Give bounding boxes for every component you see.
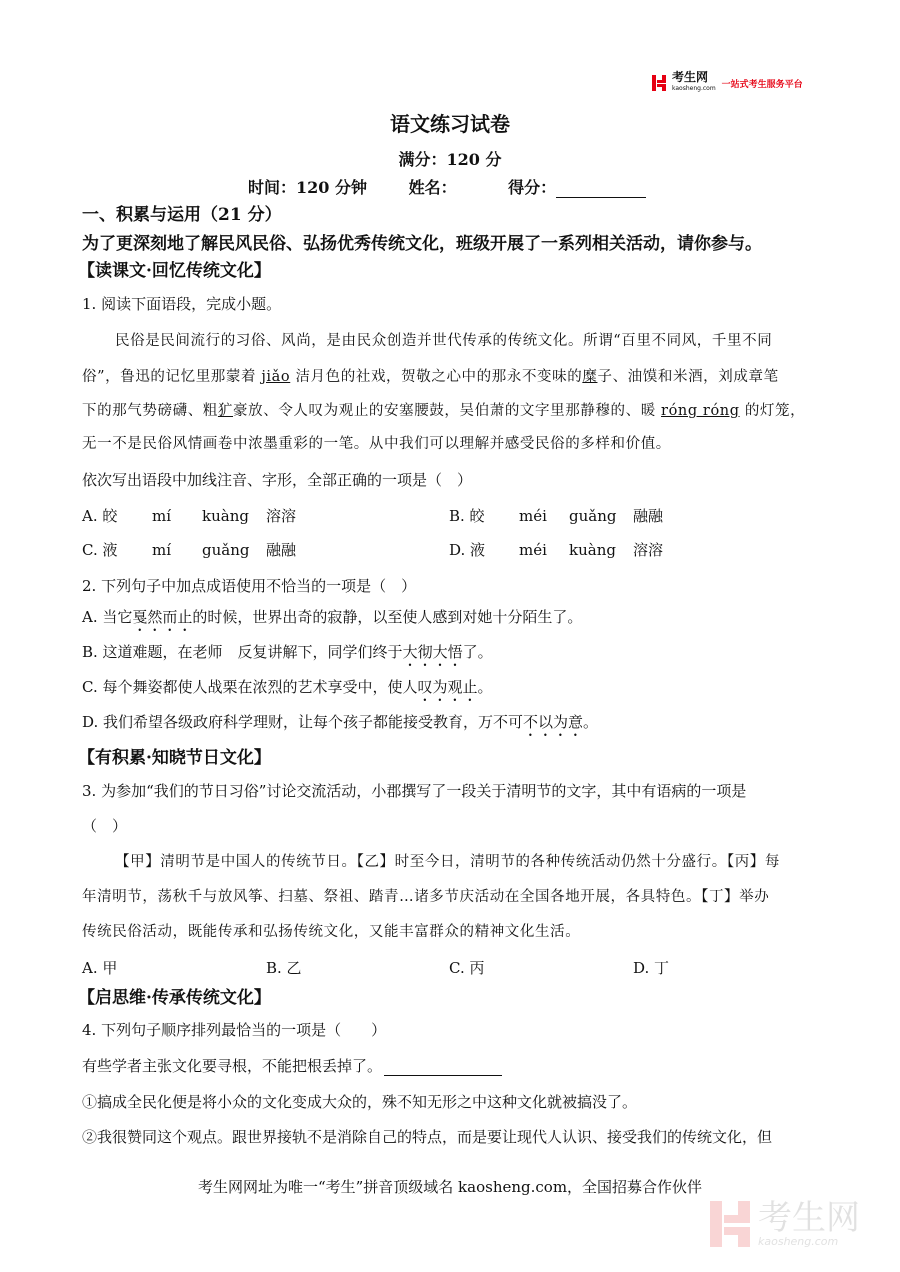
q1-option-row: A. 皎 mí kuàng 溶溶 B. 皎 méi guǎng 融融 [82,507,664,525]
q1-option-row: C. 液 mí guǎng 融融 D. 液 méi kuàng 溶溶 [82,541,664,559]
underlined-char: 糜 [582,369,598,385]
option-c[interactable]: C. 丙 [449,959,485,977]
option-d[interactable]: D. 液 [449,541,486,559]
option-a[interactable]: A. 皎 [82,507,118,525]
q2-option-b[interactable]: B. 这道难题，在老师 反复讲解下，同学们终于大彻大悟了。 [82,643,493,661]
q1-stem: 1. 阅读下面语段，完成小题。 [82,295,282,313]
dotted-idiom: 叹为观止 [417,678,478,696]
q3-stem: 3. 为参加“我们的节日习俗”讨论交流活动，小郡撰写了一段关于清明节的文字，其中有语病的一项是 [82,782,747,800]
grade-blank[interactable] [556,197,646,198]
q4-stem: 4. 下列句子顺序排列最恰当的一项是（ ） [82,1021,387,1039]
q3-options [82,958,882,978]
q4-lead: 有些学者主张文化要寻根，不能把根丢掉了。 [82,1056,502,1076]
option-b[interactable]: B. 皎 [449,507,485,525]
answer-blank[interactable] [384,1075,502,1076]
kaosheng-logo [652,72,803,94]
q3-para-line: 传统民俗活动，既能传承和弘扬传统文化，又能丰富群众的精神文化生活。 [82,924,581,940]
q1-para-line: 下的那气势磅礴、粗犷豪放、令人叹为观止的安塞腰鼓，吴伯萧的文字里那静穆的、暖 róng róng 的灯笼， [82,403,806,419]
slogan: 一站式考生服务平台 [721,79,803,90]
option-c[interactable]: C. 液 [82,541,118,559]
name-label: 姓名： [408,178,457,197]
option-a[interactable]: A. 甲 [82,959,118,977]
q1-para-line: 民俗是民间流行的习俗、风尚，是由民众创造并世代传承的传统文化。所谓“百里不同风，千里不同 [115,333,773,349]
section-heading: 一、积累与运用（21 分） [82,205,282,225]
underlined-char: 犷 [217,403,234,419]
grade-label: 得分： [508,178,557,197]
dotted-idiom: 戛然而止 [132,608,193,626]
footer-text: 考生网网址为唯一“考生”拼音顶级域名 kaosheng.com，全国招募合作伙伴 [197,1178,703,1196]
q2-option-a[interactable]: A. 当它戛然而止的时候，世界出奇的寂静，以至使人感到对她十分陌生了。 [82,608,583,626]
part-heading: 【读课文·回忆传统文化】 [78,261,271,281]
q3-para-line: 年清明节，荡秋千与放风筝、扫墓、祭祖、踏青…诸多节庆活动在全国各地开展，各具特色。【丁】举办 [82,889,770,905]
info-line [248,178,646,198]
q4-sentence-2: ②我很赞同这个观点。跟世界接轨不是消除自己的特点，而是要让现代人认识、接受我们的传统文化，但 [82,1128,773,1146]
logo-sub: kaosheng.com [672,85,716,92]
full-score: 满分：120 分 [398,150,502,169]
part-heading: 【有积累·知晓节日文化】 [78,748,271,768]
logo-text: 考生网 [672,70,709,84]
q1-para-line: 俗”，鲁迅的记忆里那蒙着 jiǎo 洁月色的社戏，贺敬之心中的那永不变味的糜子、油馍和米酒，刘成章笔 [82,369,779,385]
option-d[interactable]: D. 丁 [633,959,670,977]
q3-paren: （ ） [82,817,128,835]
dotted-idiom: 不以为意 [523,713,584,731]
watermark-logo-icon [710,1201,752,1247]
underlined-pinyin: jiǎo [261,369,291,385]
page-title: 语文练习试卷 [390,112,510,136]
dotted-idiom: 大彻大悟 [402,643,463,661]
time-label: 时间：120 分钟 [248,178,367,197]
watermark: 考生网 kaosheng.com [710,1200,860,1247]
q2-stem: 2. 下列句子中加点成语使用不恰当的一项是（ ） [82,577,417,595]
option-b[interactable]: B. 乙 [266,959,302,977]
part-heading: 【启思维·传承传统文化】 [78,988,271,1008]
underlined-pinyin: róng róng [661,403,740,419]
section-intro: 为了更深刻地了解民风民俗、弘扬优秀传统文化，班级开展了一系列相关活动，请你参与。 [82,234,762,254]
q1-question: 依次写出语段中加线注音、字形，全部正确的一项是（ ） [82,471,473,489]
q1-para-line: 无一不是民俗风情画卷中浓墨重彩的一笔。从中我们可以理解并感受民俗的多样和价值。 [82,436,671,452]
q4-sentence-1: ①搞成全民化便是将小众的文化变成大众的，殊不知无形之中这种文化就被搞没了。 [82,1093,638,1111]
q2-option-c[interactable]: C. 每个舞姿都使人战栗在浓烈的艺术享受中，使人叹为观止。 [82,678,493,696]
logo-icon [652,75,666,91]
q3-para-line: 【甲】清明节是中国人的传统节日。【乙】时至今日，清明节的各种传统活动仍然十分盛行。【丙】每 [115,854,780,870]
q2-option-d[interactable]: D. 我们希望各级政府科学理财，让每个孩子都能接受教育，万不可不以为意。 [82,713,599,731]
